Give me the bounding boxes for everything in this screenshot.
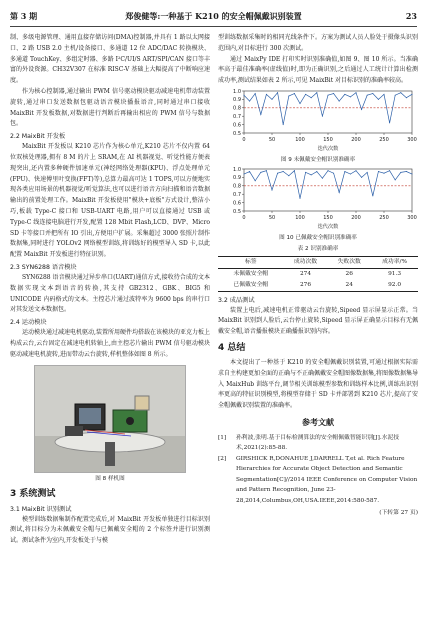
subsection-heading: 2.4 运动模块 bbox=[10, 319, 47, 327]
accuracy-point bbox=[311, 97, 312, 98]
subsection-heading: 2.3 SYN6288 语音模块 bbox=[10, 263, 77, 271]
accuracy-point bbox=[305, 172, 306, 173]
reference-number: [2] bbox=[218, 455, 227, 462]
y-tick-label: 1.0 bbox=[233, 88, 241, 95]
x-tick-label: 150 bbox=[323, 214, 333, 221]
subsection-heading: 2.2 MaixBit 开发板 bbox=[10, 133, 66, 141]
accuracy-point bbox=[333, 172, 334, 173]
accuracy-point bbox=[300, 103, 301, 104]
figure-caption: 图 8 样机图 bbox=[95, 475, 125, 482]
subsection-heading: 3.1 MaixBit 识别测试 bbox=[10, 505, 72, 513]
accuracy-point bbox=[277, 172, 278, 173]
table-cell: 26 bbox=[345, 270, 353, 277]
right-column bbox=[218, 33, 418, 519]
accuracy-point bbox=[406, 97, 407, 98]
paragraph: 通过 MaixPy IDE 打印实时识别准确值,如图 9、图 10 所示。当准确率高于最佳准确率(虚线值)时,即为正确识别,之后通过人工统计计算出检测成功率,测试结果如表 2 所示,可见 MaixBit 对目标识别的准确率较高。 bbox=[218, 55, 418, 85]
paragraph: SYN6288 语音模块通过异步串口(UART)通信方式,接收待合成的文本数据实现文本到语音的转换,其支持 GB2312、GBK、BIG5 和 UNICODE 内码格式的文本。主控芯片通过波特率为 9600 bps 的串行口对其发送文本数据包。 bbox=[10, 273, 210, 314]
figure-caption: 图 9 未佩戴安全帽识别准确率 bbox=[280, 156, 356, 163]
subsection-heading: 3.2 成品测试 bbox=[218, 296, 255, 304]
x-tick-label: 0 bbox=[242, 214, 246, 221]
accuracy-point bbox=[255, 93, 256, 94]
x-tick-label: 250 bbox=[379, 136, 389, 143]
x-tick-label: 50 bbox=[268, 214, 276, 221]
accuracy-point bbox=[322, 116, 323, 117]
x-tick-label: 100 bbox=[295, 136, 305, 143]
accuracy-point bbox=[378, 171, 379, 172]
accuracy-point bbox=[367, 172, 368, 173]
y-tick-label: 0.6 bbox=[233, 122, 241, 129]
accuracy-point bbox=[294, 170, 295, 171]
accuracy-point bbox=[244, 173, 245, 174]
prototype-illustration bbox=[35, 366, 185, 472]
accuracy-point bbox=[378, 99, 379, 100]
accuracy-point bbox=[344, 171, 345, 172]
x-tick-label: 300 bbox=[407, 214, 417, 221]
accuracy-point bbox=[288, 175, 289, 176]
accuracy-point bbox=[400, 92, 401, 93]
accuracy-point bbox=[400, 172, 401, 173]
accuracy-point bbox=[356, 170, 357, 171]
accuracy-point bbox=[288, 96, 289, 97]
accuracy-point bbox=[361, 109, 362, 110]
accuracy-point bbox=[316, 171, 317, 172]
accuracy-point bbox=[272, 99, 273, 100]
y-tick-label: 1.0 bbox=[233, 166, 241, 173]
x-tick-label: 300 bbox=[407, 136, 417, 143]
accuracy-point bbox=[272, 189, 273, 190]
paragraph: 运动模块通过减速电机驱动,装置所用硬件均搭载在该模块的亚克力板上构成云台,云台固定在减速电机转轴上,由主控芯片输出 PWM 信号驱动模块驱动减速电机旋转,进而带动云台旋转,样机整体如图 8 所示。 bbox=[10, 329, 210, 358]
accuracy-point bbox=[260, 114, 261, 115]
accuracy-point bbox=[350, 96, 351, 97]
accuracy-point bbox=[249, 101, 250, 102]
accuracy-point bbox=[294, 93, 295, 94]
y-tick-label: 0.6 bbox=[233, 200, 241, 207]
accuracy-point bbox=[244, 95, 245, 96]
table-title: 表 2 识别准确率 bbox=[297, 245, 339, 252]
table-cell: 92.0 bbox=[388, 281, 402, 288]
figure-caption: 图 10 已佩戴安全帽识别准确率 bbox=[279, 234, 357, 241]
y-tick-label: 0.8 bbox=[233, 105, 241, 112]
accuracy-point bbox=[412, 173, 413, 174]
x-tick-label: 250 bbox=[379, 214, 389, 221]
reference-item bbox=[218, 433, 418, 454]
table-row bbox=[218, 268, 418, 280]
table-header-cell: 成功次数 bbox=[293, 258, 318, 265]
table-header-row bbox=[218, 256, 418, 268]
references-heading: 参考文献 bbox=[302, 417, 334, 427]
table-header-cell: 标签 bbox=[245, 258, 257, 265]
paragraph: 本文提出了一种基于 K210 的安全帽佩戴识别装置,可通过根据实际需求自主构建更加全面的正确与不正确佩戴安全帽图像数据集,将图像数据集导入 MaixHub 训练平台,调节相关训练模型参数和训练样本比例,训练出识别率更高的特征识别模型,将模型存储于 SD 卡并部署到 K210 芯片,提高了安全帽佩戴识别装置的准确率。 bbox=[218, 358, 418, 410]
accuracy-point bbox=[266, 94, 267, 95]
paragraph: 型训练数据采集时的相同光线条件下。方案为测试人员人脸处于摄像头识别范围内,对目标进行 300 次测试。 bbox=[218, 34, 418, 52]
paragraph: MaixBit 开发板以 K210 芯片作为核心单元,K210 芯片不仅内置 64 位双核处理器,拥有 8 M 的片上 SRAM,在 AI 机器视觉、听觉性能方便表现突出,还内置多种硬件加速单元(神经网络处理器(KPU)、浮点处理单元(FPU)、快速傅里叶变换(FFT)等),总算力最高可达 1 TOPS,可以方便地实现各类应用场景的机器视觉/听觉算法,也可以进行语音方向扫描和语音数据输出的前置处理工作。MaixBit 开发板使用"模块+底板"方式设计,整洁小巧,板载 Type-C 接口和 USB-UART 电路,用户可以直接通过 USB 或 Type-C 线连接电脑进行开发,配置 128 Mbit Flash,LCD、DVP、Micro SD 卡等接口并把所有 IO 引出,方便用户扩展。采集超过 3000 张照片制作数据集,同时进行 YOLOv2 网络模型训练,将训练好的模型导入 SD 卡,以此配置 MaixBit 开发板进行特征识别。 bbox=[10, 143, 210, 259]
accuracy-point bbox=[322, 178, 323, 179]
accuracy-point bbox=[372, 93, 373, 94]
accuracy-point bbox=[389, 170, 390, 171]
paragraph: 装置上电后,减速电机正常驱动云台旋转,Sipeed 显示屏显示正常。当 MaixBit 识别到人脸后,云台停止旋转,Sipeed 显示屏正确显示目标有无佩戴安全帽,语音播报模块正确播报识别内容。 bbox=[218, 306, 418, 336]
y-tick-label: 0.7 bbox=[233, 191, 241, 198]
accuracy-point bbox=[344, 94, 345, 95]
accuracy-chart-no-helmet bbox=[218, 87, 418, 151]
issue-number: 第 3 期 bbox=[10, 11, 38, 21]
table-cell: 276 bbox=[299, 281, 312, 288]
x-axis-label: 迭代次数 bbox=[317, 223, 339, 229]
table-header-cell: 失败次数 bbox=[337, 258, 361, 265]
accuracy-series-line bbox=[244, 93, 412, 125]
reference-text: GIRSHICK R,DONAHUE J,DARRELL T,et al. Rich Feature Hierarchies for Accurate Object Detection and Semantic Segmentation[C]//2014 IEEE Conference on Computer Vision and Pattern Recognition, June 23-28,2014,Columbus,OH,USA.IEEE,2014:580-587. bbox=[236, 455, 418, 504]
paragraph: 作为核心控制器,通过输出 PWM 信号驱动模块驱动减速电机带动装置旋转,通过串口发送数据包驱动语音模块播报语音,同时通过串口接收 MaixBit 开发板数据,对数据进行判断后再输出相应的 PWM 信号与数据包。 bbox=[10, 87, 210, 128]
header-title: 郑俊健等:一种基于 K210 的安全帽佩戴识别装置 bbox=[125, 11, 302, 21]
accuracy-point bbox=[328, 170, 329, 171]
accuracy-point bbox=[384, 94, 385, 95]
table-cell: 91.3 bbox=[388, 270, 402, 277]
accuracy-point bbox=[395, 95, 396, 96]
accuracy-point bbox=[316, 92, 317, 93]
accuracy-point bbox=[389, 122, 390, 123]
accuracy-point bbox=[412, 94, 413, 95]
accuracy-point bbox=[249, 171, 250, 172]
accuracy-point bbox=[395, 179, 396, 180]
section-heading: 3 系统测试 bbox=[10, 488, 56, 499]
accuracy-point bbox=[384, 172, 385, 173]
accuracy-point bbox=[350, 173, 351, 174]
accuracy-series-line bbox=[244, 170, 412, 198]
x-tick-label: 200 bbox=[351, 136, 361, 143]
accuracy-point bbox=[333, 93, 334, 94]
x-tick-label: 0 bbox=[242, 136, 246, 143]
x-tick-label: 200 bbox=[351, 214, 361, 221]
continued-note: (下转第 27 页) bbox=[379, 510, 418, 517]
running-header bbox=[10, 8, 417, 27]
accuracy-chart-with-helmet bbox=[218, 165, 418, 229]
reference-text: 孙利波,张明.基于目标检测算法的安全帽佩戴智能识别[J].水泥技术,2021(2):85-88. bbox=[236, 434, 400, 452]
accuracy-point bbox=[300, 198, 301, 199]
accuracy-point bbox=[277, 92, 278, 93]
table-header-cell: 成功率/% bbox=[382, 258, 407, 265]
x-tick-label: 100 bbox=[295, 214, 305, 221]
accuracy-point bbox=[367, 95, 368, 96]
left-column bbox=[10, 33, 210, 547]
x-tick-label: 50 bbox=[268, 136, 276, 143]
accuracy-point bbox=[266, 170, 267, 171]
y-tick-label: 0.8 bbox=[233, 183, 241, 190]
section-heading: 4 总结 bbox=[218, 342, 246, 353]
x-axis-label: 迭代次数 bbox=[317, 145, 339, 151]
reference-item bbox=[218, 454, 418, 507]
paragraph: 模型训练数据集制作配置完成后,对 MaixBit 开发板单独进行目标识别测试,将目标分为未佩戴安全帽与已佩戴安全帽的 2 个标签并进行识别测试。测试条件为室内,开发板处于与模 bbox=[10, 515, 210, 545]
accuracy-point bbox=[339, 192, 340, 193]
page-number: 23 bbox=[405, 11, 417, 21]
accuracy-point bbox=[255, 180, 256, 181]
y-tick-label: 0.5 bbox=[233, 208, 241, 215]
plot-frame bbox=[244, 169, 412, 211]
accuracy-point bbox=[260, 172, 261, 173]
accuracy-point bbox=[356, 92, 357, 93]
reference-number: [1] bbox=[218, 434, 227, 441]
accuracy-point bbox=[328, 95, 329, 96]
accuracy-point bbox=[311, 174, 312, 175]
x-tick-label: 150 bbox=[323, 136, 333, 143]
y-tick-label: 0.7 bbox=[233, 113, 241, 120]
table-cell: 已佩戴安全帽 bbox=[233, 281, 269, 288]
accuracy-point bbox=[283, 124, 284, 125]
prototype-photo bbox=[34, 365, 186, 473]
accuracy-point bbox=[339, 101, 340, 102]
table-cell: 274 bbox=[299, 270, 312, 277]
table-cell: 24 bbox=[345, 281, 353, 288]
accuracy-table bbox=[218, 256, 418, 292]
y-tick-label: 0.9 bbox=[233, 174, 241, 181]
y-tick-label: 0.9 bbox=[233, 97, 241, 104]
accuracy-point bbox=[406, 171, 407, 172]
paragraph: 制、多级电源管理、通用直接存储访问(DMA)控制器,并具有 1 路以太网接口、2 路 USB 2.0 主机/设备接口、多通道 12 位 ADC/DAC 转换模块、多通道 TouchKey、多组定时器、多路 I²C/UI/S ART/SPI/CAN 接口等丰富的外设资源。CH32V307 在标准 RISC-V 基础上大幅提高了中断响应速度。 bbox=[10, 34, 210, 85]
table-cell: 未佩戴安全帽 bbox=[233, 270, 269, 277]
table-row bbox=[218, 280, 418, 292]
accuracy-point bbox=[361, 177, 362, 178]
accuracy-point bbox=[372, 195, 373, 196]
y-tick-label: 0.5 bbox=[233, 130, 241, 137]
accuracy-point bbox=[283, 171, 284, 172]
accuracy-point bbox=[305, 94, 306, 95]
